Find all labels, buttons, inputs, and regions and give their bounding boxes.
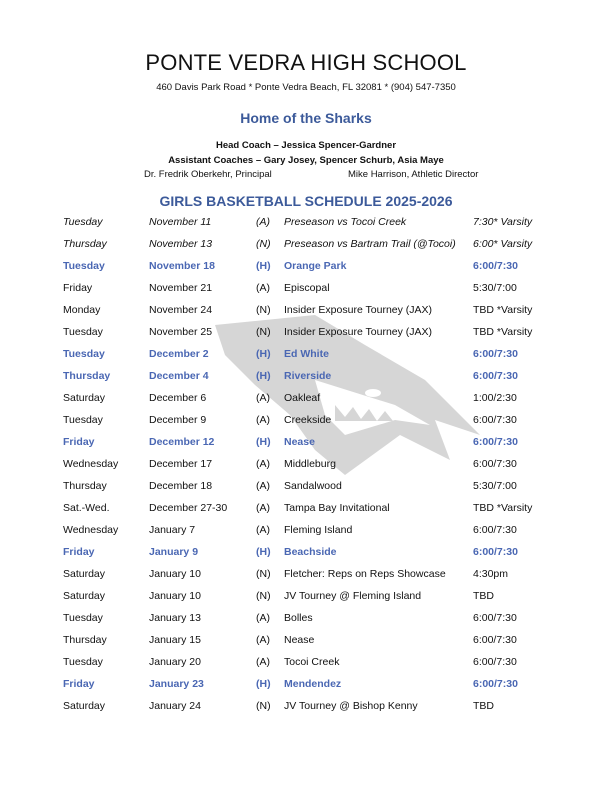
schedule-row [0,432,612,454]
game-opponent: Nease [284,436,315,448]
schedule-row [0,300,612,322]
game-time: 6:00/7:30 [473,458,517,470]
game-day: Friday [63,678,95,690]
game-date: January 9 [149,546,199,558]
game-day: Tuesday [63,326,103,338]
game-day: Saturday [63,700,106,712]
game-day: Saturday [63,568,106,580]
schedule-row [0,608,612,630]
game-time: 6:00/7:30 [473,260,518,272]
game-time: 6:00/7:30 [473,436,518,448]
game-opponent: Riverside [284,370,332,382]
schedule-row [0,542,612,564]
game-day: Monday [63,304,101,316]
game-day: Tuesday [63,414,103,426]
game-date: January 20 [149,656,201,668]
schedule-row [0,630,612,652]
schedule-row [0,498,612,520]
game-time: 6:00/7:30 [473,348,518,360]
game-time: 6:00/7:30 [473,414,517,426]
game-location: (N) [256,700,271,712]
game-opponent: Oakleaf [284,392,321,404]
game-time: TBD [473,590,494,602]
game-time: TBD *Varsity [473,326,533,338]
schedule-row [0,212,612,234]
game-day: Friday [63,546,95,558]
schedule-table [0,212,612,718]
game-location: (N) [256,590,271,602]
game-opponent: Fleming Island [284,524,353,536]
game-location: (N) [256,304,271,316]
game-opponent: Episcopal [284,282,330,294]
assistant-coaches: Assistant Coaches – Gary Josey, Spencer Schurb, Asia Maye [168,155,444,166]
game-day: Tuesday [63,260,105,272]
game-day: Thursday [63,634,107,646]
game-time: 6:00/7:30 [473,656,517,668]
game-date: December 12 [149,436,215,448]
game-location: (H) [256,370,271,382]
game-day: Saturday [63,392,106,404]
game-location: (H) [256,546,271,558]
schedule-row [0,344,612,366]
game-time: 6:00/7:30 [473,634,517,646]
game-day: Tuesday [63,612,103,624]
schedule-row [0,696,612,718]
game-opponent: Ed White [284,348,329,360]
schedule-row [0,564,612,586]
game-time: 4:30pm [473,568,509,580]
game-location: (H) [256,348,271,360]
game-date: December 27-30 [149,502,228,514]
game-location: (A) [256,524,270,536]
game-time: 5:30/7:00 [473,480,517,492]
game-date: December 17 [149,458,213,470]
game-date: November 13 [149,238,213,250]
game-location: (A) [256,414,270,426]
game-day: Thursday [63,238,107,250]
game-opponent: Tampa Bay Invitational [284,502,390,514]
game-time: 6:00* Varsity [473,238,533,250]
game-date: November 24 [149,304,213,316]
game-location: (N) [256,238,271,250]
game-time: 7:30* Varsity [473,216,533,228]
game-opponent: Middleburg [284,458,336,470]
athletic-director: Mike Harrison, Athletic Director [348,169,479,180]
schedule-row [0,410,612,432]
game-date: January 24 [149,700,201,712]
tagline: Home of the Sharks [240,110,372,126]
game-day: Thursday [63,370,111,382]
game-day: Tuesday [63,348,105,360]
game-day: Wednesday [63,524,119,536]
game-day: Tuesday [63,216,103,228]
game-time: 6:00/7:30 [473,370,518,382]
game-date: January 23 [149,678,204,690]
game-date: January 7 [149,524,196,536]
game-date: January 15 [149,634,201,646]
game-time: TBD *Varsity [473,502,533,514]
game-time: 6:00/7:30 [473,546,518,558]
game-date: December 4 [149,370,209,382]
game-location: (A) [256,282,270,294]
game-date: December 6 [149,392,207,404]
game-opponent: Creekside [284,414,332,426]
game-date: December 9 [149,414,207,426]
game-date: January 10 [149,568,201,580]
game-day: Saturday [63,590,106,602]
game-opponent: Preseason vs Tocoi Creek [284,216,407,228]
game-opponent: Bolles [284,612,313,624]
schedule-row [0,278,612,300]
game-opponent: JV Tourney @ Fleming Island [284,590,422,602]
game-opponent: Insider Exposure Tourney (JAX) [284,304,433,316]
game-day: Tuesday [63,656,103,668]
game-time: TBD [473,700,494,712]
game-location: (A) [256,502,270,514]
game-opponent: Orange Park [284,260,347,272]
game-opponent: Beachside [284,546,337,558]
game-location: (A) [256,480,270,492]
schedule-row [0,256,612,278]
game-time: 6:00/7:30 [473,612,517,624]
schedule-row [0,476,612,498]
schedule-row [0,366,612,388]
game-location: (N) [256,326,271,338]
game-opponent: Tocoi Creek [284,656,340,668]
game-opponent: JV Tourney @ Bishop Kenny [284,700,418,712]
game-day: Friday [63,436,95,448]
schedule-row [0,388,612,410]
game-location: (A) [256,458,270,470]
game-date: November 21 [149,282,213,294]
game-opponent: Fletcher: Reps on Reps Showcase [284,568,446,580]
schedule-row [0,674,612,696]
game-date: January 10 [149,590,201,602]
principal: Dr. Fredrik Oberkehr, Principal [144,169,272,180]
game-day: Thursday [63,480,107,492]
schedule-row [0,652,612,674]
head-coach: Head Coach – Jessica Spencer-Gardner [215,140,397,151]
game-date: November 25 [149,326,213,338]
schedule-row [0,322,612,344]
game-date: November 18 [149,260,215,272]
game-opponent: Preseason vs Bartram Trail (@Tocoi) [284,238,456,250]
game-location: (A) [256,216,270,228]
game-location: (A) [256,656,270,668]
game-location: (H) [256,260,271,272]
schedule-row [0,454,612,476]
school-address: 460 Davis Park Road * Ponte Vedra Beach, FL 32081 * (904) 547-7350 [156,82,456,93]
game-opponent: Insider Exposure Tourney (JAX) [284,326,433,338]
schedule-row [0,234,612,256]
game-location: (A) [256,392,270,404]
game-time: 6:00/7:30 [473,524,517,536]
game-opponent: Mendendez [284,678,342,690]
game-location: (A) [256,634,270,646]
schedule-title: GIRLS BASKETBALL SCHEDULE 2025-2026 [159,193,453,209]
game-opponent: Sandalwood [284,480,342,492]
game-date: December 2 [149,348,209,360]
game-date: December 18 [149,480,213,492]
schedule-row [0,586,612,608]
game-day: Wednesday [63,458,119,470]
game-time: TBD *Varsity [473,304,533,316]
game-day: Sat.-Wed. [63,502,110,514]
game-date: January 13 [149,612,201,624]
game-location: (N) [256,568,271,580]
school-name: PONTE VEDRA HIGH SCHOOL [145,50,467,75]
game-time: 5:30/7:00 [473,282,517,294]
game-time: 1:00/2:30 [473,392,517,404]
game-location: (A) [256,612,270,624]
schedule-row [0,520,612,542]
game-opponent: Nease [284,634,315,646]
game-time: 6:00/7:30 [473,678,518,690]
game-location: (H) [256,678,271,690]
game-day: Friday [63,282,93,294]
game-location: (H) [256,436,271,448]
game-date: November 11 [149,216,212,228]
